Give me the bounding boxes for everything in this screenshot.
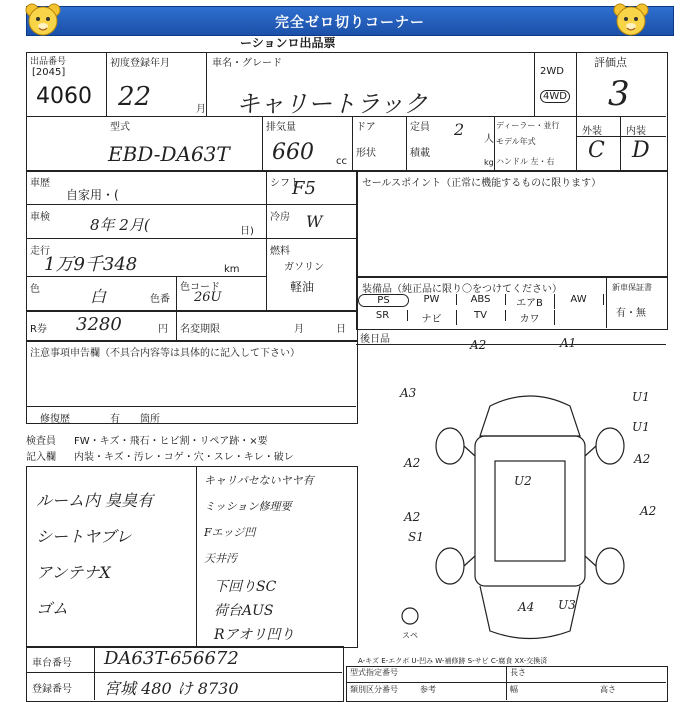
interior-value: D bbox=[632, 138, 650, 163]
chassis-label: 車台番号 bbox=[32, 658, 72, 669]
lot-sub: [2045] bbox=[32, 67, 66, 78]
inspector-note: ゴム bbox=[36, 599, 69, 618]
divider bbox=[266, 204, 356, 205]
cc-unit: cc bbox=[336, 156, 347, 167]
type-value: EBD-DA63T bbox=[108, 142, 230, 166]
divider bbox=[576, 136, 666, 137]
equipment-item: PW bbox=[407, 294, 457, 305]
inspector-note: キャリパセないヤヤ有 bbox=[204, 474, 314, 487]
damage-mark: S1 bbox=[408, 530, 424, 544]
displacement-value: 660 bbox=[272, 140, 314, 165]
type-label: 型式 bbox=[110, 122, 130, 133]
equipment-item: SR bbox=[358, 310, 408, 321]
divider bbox=[26, 276, 266, 277]
exterior-label: 外装 bbox=[582, 126, 602, 137]
reg-number-label: 登録番号 bbox=[32, 684, 72, 695]
damage-mark: A2 bbox=[404, 510, 421, 524]
divider bbox=[26, 238, 266, 239]
divider bbox=[26, 204, 266, 205]
shaken-day: 日) bbox=[240, 226, 254, 237]
inspector-value: FW・キズ・飛石・ヒビ割・リペア跡・×要 bbox=[74, 436, 268, 447]
equipment-item: ABS bbox=[456, 294, 506, 305]
divider bbox=[266, 238, 356, 239]
ac-value: W bbox=[306, 212, 323, 231]
capacity-label: 定員 bbox=[410, 122, 430, 133]
inspection-sheet bbox=[0, 36, 700, 700]
footer-label: 参考 bbox=[420, 685, 436, 694]
footer-label: 幅 bbox=[510, 685, 518, 694]
divider bbox=[356, 344, 666, 345]
mileage-value: 1万9千348 bbox=[44, 254, 138, 275]
inspector-note: 荷台AUS bbox=[214, 603, 274, 619]
lot-label: 出品番号 bbox=[30, 57, 67, 67]
divider bbox=[26, 406, 356, 407]
km-unit: km bbox=[224, 264, 240, 275]
equipment-label: 装備品（純正品に限り〇をつけてください） bbox=[362, 284, 562, 295]
handle-label: ハンドル 左・右 bbox=[496, 157, 555, 166]
inspector-note: ルーム内 臭臭有 bbox=[36, 491, 154, 510]
displacement-label: 排気量 bbox=[266, 122, 296, 133]
header-fragment: ーションロ出品票 bbox=[240, 36, 336, 50]
divider bbox=[26, 672, 342, 673]
after-label: 後日品 bbox=[360, 334, 390, 345]
inspector-note: Fエッジ凹 bbox=[204, 526, 256, 539]
color-label: 色 bbox=[30, 284, 40, 295]
divider bbox=[534, 52, 535, 116]
bear-mascot-icon bbox=[612, 2, 650, 38]
entry-label: 記入欄 bbox=[26, 452, 56, 463]
entry-value: 内装・キズ・汚レ・コゲ・穴・スレ・キレ・破レ bbox=[74, 452, 294, 463]
inspector-note: Rアオリ凹り bbox=[214, 627, 295, 643]
month-unit: 月 bbox=[294, 324, 304, 335]
history-label: 車歴 bbox=[30, 178, 50, 189]
color-code-label: 色コード bbox=[180, 282, 220, 293]
divider bbox=[620, 116, 621, 170]
repair-value: 有 bbox=[110, 414, 120, 425]
drive-2wd: 2WD bbox=[540, 66, 564, 77]
inspector-note: シートヤブレ bbox=[36, 527, 132, 546]
bear-mascot-icon bbox=[24, 2, 62, 38]
damage-mark: U2 bbox=[514, 474, 532, 488]
divider bbox=[176, 310, 177, 340]
footer-label: 型式指定番号 bbox=[350, 668, 398, 677]
repair-location: 箇所 bbox=[140, 414, 160, 425]
load-label: 積載 bbox=[410, 148, 430, 159]
model-year-label: モデル年式 bbox=[496, 137, 536, 146]
repair-label: 修復歴 bbox=[40, 414, 70, 425]
equipment-item: エアB bbox=[505, 294, 555, 309]
name-change-label: 名変期限 bbox=[180, 324, 220, 335]
equipment-item: カワ bbox=[505, 310, 555, 325]
model-value: キャリートラック bbox=[236, 90, 428, 118]
damage-mark: A2 bbox=[640, 504, 657, 518]
inspector-note: 下回りSC bbox=[214, 579, 277, 595]
shaken-value: 8年 2月( bbox=[90, 216, 150, 234]
footer-label: 類別区分番号 bbox=[350, 685, 398, 694]
equipment-item: AW bbox=[554, 294, 604, 305]
chassis-value: DA63T-656672 bbox=[104, 648, 239, 669]
shape-label: 形状 bbox=[356, 148, 376, 159]
inspector-note: ミッション修理要 bbox=[204, 500, 292, 513]
divider bbox=[266, 170, 267, 310]
warranty-value: 有・無 bbox=[616, 308, 646, 319]
divider bbox=[494, 116, 495, 170]
ac-label: 冷房 bbox=[270, 212, 290, 223]
shift-label: シフト bbox=[270, 178, 300, 189]
capacity-unit: 人 bbox=[484, 134, 494, 145]
lot-number: 4060 bbox=[36, 84, 92, 109]
damage-mark: A1 bbox=[560, 336, 577, 350]
divider bbox=[206, 52, 207, 116]
damage-mark: U1 bbox=[632, 420, 650, 434]
sales-points-label: セールスポイント（正常に機能するものに限ります） bbox=[362, 178, 602, 189]
divider bbox=[406, 116, 407, 170]
divider bbox=[106, 52, 107, 116]
damage-mark: A2 bbox=[634, 452, 651, 466]
reg-number-value: 宮城 480 け 8730 bbox=[104, 679, 239, 698]
day-unit: 日 bbox=[336, 324, 346, 335]
fuel-label: 燃料 bbox=[270, 246, 290, 257]
kg-unit: kg bbox=[484, 158, 494, 167]
score-label: 評価点 bbox=[594, 56, 627, 69]
damage-mark: A3 bbox=[400, 386, 417, 400]
divider bbox=[352, 116, 353, 170]
color-value: 白 bbox=[90, 287, 107, 306]
shift-value: F5 bbox=[292, 178, 316, 199]
fuel-gasoline: ガソリン bbox=[284, 262, 324, 273]
dealer-label: ディーラー・並行 bbox=[496, 121, 560, 130]
divider bbox=[94, 646, 95, 700]
divider bbox=[196, 466, 197, 646]
damage-mark: A2 bbox=[404, 456, 421, 470]
recycle-label: R券 bbox=[30, 324, 47, 335]
equipment-item: TV bbox=[456, 310, 506, 321]
damage-mark: A2 bbox=[470, 338, 487, 352]
spare-label: スペ bbox=[402, 631, 418, 640]
divider bbox=[262, 116, 263, 170]
legend: A-キズ E-エクボ U-凹み W-補修跡 S-サビ C-腐食 XX-交換済 bbox=[358, 657, 548, 665]
equipment-item: PS bbox=[358, 294, 409, 307]
score-value: 3 bbox=[608, 74, 630, 114]
banner-title: 完全ゼロ切りコーナー bbox=[275, 15, 425, 31]
footer-label: 長さ bbox=[510, 668, 526, 677]
warranty-label: 新車保証書 bbox=[612, 283, 652, 292]
fuel-light-oil: 軽油 bbox=[290, 280, 315, 294]
divider bbox=[576, 52, 577, 170]
divider bbox=[26, 116, 666, 117]
damage-mark: A4 bbox=[518, 600, 535, 614]
notes-label: 注意事項申告欄（不具合内容等は具体的に記入して下さい） bbox=[30, 348, 300, 359]
shaken-label: 車検 bbox=[30, 212, 50, 223]
color-code-value: 26U bbox=[194, 290, 222, 305]
door-label: ドア bbox=[356, 122, 376, 133]
recycle-value: 3280 bbox=[76, 314, 122, 335]
recycle-unit: 円 bbox=[158, 324, 168, 335]
divider bbox=[176, 276, 177, 310]
first-reg-year: 22 bbox=[118, 82, 152, 112]
history-value: 自家用・( bbox=[66, 188, 119, 202]
car-damage-diagram bbox=[380, 366, 680, 666]
exterior-value: C bbox=[588, 138, 605, 163]
first-reg-month-unit: 月 bbox=[196, 104, 206, 115]
top-banner bbox=[26, 6, 674, 36]
mileage-label: 走行 bbox=[30, 246, 50, 257]
model-label: 車名・グレード bbox=[212, 58, 282, 69]
footer-label: 高さ bbox=[600, 685, 616, 694]
drive-4wd: 4WD bbox=[540, 90, 570, 103]
first-reg-label: 初度登録年月 bbox=[110, 58, 170, 69]
divider bbox=[606, 276, 607, 328]
inspector-label: 検査員 bbox=[26, 436, 56, 447]
interior-label: 内装 bbox=[626, 126, 646, 137]
damage-mark: U1 bbox=[632, 390, 650, 404]
capacity-value: 2 bbox=[454, 120, 465, 139]
divider bbox=[506, 666, 507, 700]
damage-mark: U3 bbox=[558, 598, 576, 612]
color-no-label: 色番 bbox=[150, 294, 170, 305]
equipment-item: ナビ bbox=[407, 310, 457, 325]
inspector-note: 天井汚 bbox=[204, 552, 237, 565]
inspector-note: アンテナX bbox=[36, 563, 111, 582]
